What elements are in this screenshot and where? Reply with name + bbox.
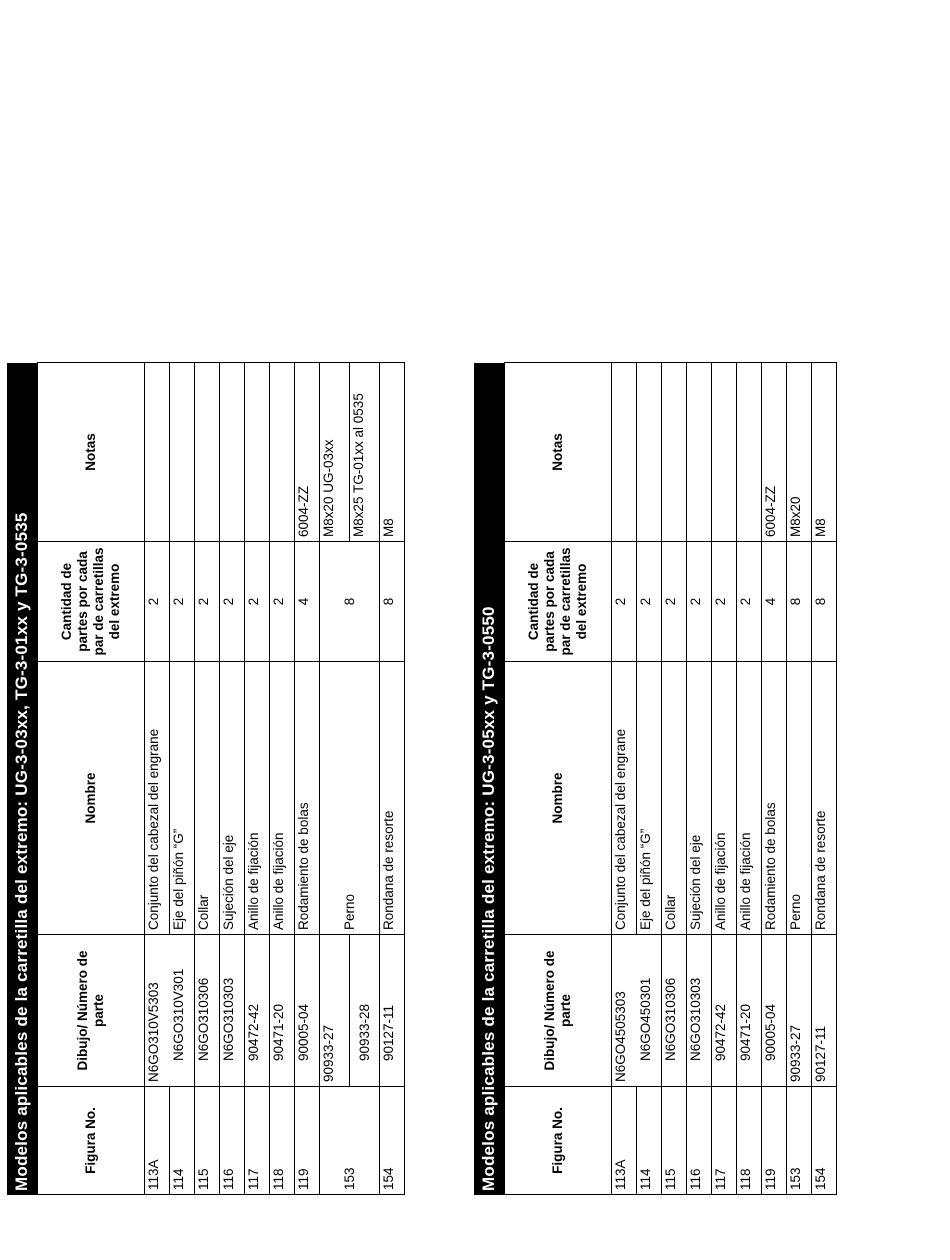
notes-cell [612, 363, 637, 542]
part-cell: N6GO4505303 [612, 935, 637, 1087]
part-cell: 90005-04 [762, 935, 787, 1087]
name-cell: Anillo de fijación [737, 662, 762, 935]
notes-cell [245, 363, 270, 542]
part-cell: 90127-11 [812, 935, 837, 1087]
name-cell: Eje del piñón “G” [637, 662, 662, 935]
table-title: Modelos aplicables de la carretilla del extremo: UG-3-05xx y TG-3-0550 [474, 363, 504, 1195]
parts-table-block-1 [7, 363, 405, 1195]
table-row [637, 363, 662, 1195]
notes-cell: M8 [380, 363, 405, 542]
qty-cell: 2 [712, 542, 737, 662]
table-row [787, 363, 812, 1195]
header-qty: Cantidad de partes por cada par de carretillas del extremo [38, 542, 145, 662]
part-cell: N6GO310303 [687, 935, 712, 1087]
qty-cell: 2 [220, 542, 245, 662]
name-cell: Anillo de fijación [712, 662, 737, 935]
notes-cell [145, 363, 170, 542]
qty-cell: 2 [195, 542, 220, 662]
name-cell: Collar [195, 662, 220, 935]
name-cell: Sujeción del eje [687, 662, 712, 935]
figure-cell: 115 [195, 1087, 220, 1195]
header-notes: Notas [505, 363, 612, 542]
figure-cell: 115 [662, 1087, 687, 1195]
header-row [38, 363, 145, 1195]
part-cell: 90127-11 [380, 935, 405, 1087]
name-cell: Sujeción del eje [220, 662, 245, 935]
qty-cell: 8 [380, 542, 405, 662]
figure-cell: 113A [612, 1087, 637, 1195]
name-cell: Rodamiento de bolas [762, 662, 787, 935]
notes-cell [637, 363, 662, 542]
header-figure: Figura No. [505, 1087, 612, 1195]
name-cell: Rodamiento de bolas [295, 662, 320, 935]
qty-cell: 2 [612, 542, 637, 662]
qty-cell: 2 [737, 542, 762, 662]
part-cell: 90471-20 [737, 935, 762, 1087]
qty-cell: 4 [295, 542, 320, 662]
name-cell: Perno [787, 662, 812, 935]
table-row [687, 363, 712, 1195]
header-drawing: Dibujo/ Número de parte [38, 935, 145, 1087]
figure-cell: 116 [220, 1087, 245, 1195]
header-name: Nombre [38, 662, 145, 935]
header-notes: Notas [38, 363, 145, 542]
part-cell: 90005-04 [295, 935, 320, 1087]
notes-cell [737, 363, 762, 542]
header-figure: Figura No. [38, 1087, 145, 1195]
part-cell: 90933-27 [787, 935, 812, 1087]
part-cell: N6GO450301 [637, 935, 662, 1087]
figure-cell: 117 [712, 1087, 737, 1195]
table-row [220, 363, 245, 1195]
figure-cell: 153 [320, 1087, 380, 1195]
name-cell: Anillo de fijación [270, 662, 295, 935]
part-cell: 90933-28 [350, 935, 380, 1087]
part-cell: 90471-20 [270, 935, 295, 1087]
figure-cell: 154 [812, 1087, 837, 1195]
part-cell: N6GO310V5303 [145, 935, 170, 1087]
qty-cell: 8 [812, 542, 837, 662]
notes-cell [687, 363, 712, 542]
table-row [762, 363, 787, 1195]
part-cell: N6GO310306 [662, 935, 687, 1087]
figure-cell: 153 [787, 1087, 812, 1195]
notes-cell: M8 [812, 363, 837, 542]
part-cell: N6GO310303 [220, 935, 245, 1087]
notes-cell [220, 363, 245, 542]
figure-cell: 154 [380, 1087, 405, 1195]
table-row [195, 363, 220, 1195]
table-row [270, 363, 295, 1195]
notes-cell: M8x20 UG-03xx [320, 363, 350, 542]
notes-cell: M8x25 TG-01xx al 0535 [350, 363, 380, 542]
name-cell: Eje del piñón “G” [170, 662, 195, 935]
part-cell: 90933-27 [320, 935, 350, 1087]
qty-cell: 8 [320, 542, 380, 662]
qty-cell: 2 [170, 542, 195, 662]
part-cell: N6GO310306 [195, 935, 220, 1087]
table-row [295, 363, 320, 1195]
name-cell: Collar [662, 662, 687, 935]
table-row [380, 363, 405, 1195]
qty-cell: 2 [245, 542, 270, 662]
part-cell: 90472-42 [245, 935, 270, 1087]
table-row [145, 363, 170, 1195]
qty-cell: 8 [787, 542, 812, 662]
qty-cell: 2 [145, 542, 170, 662]
name-cell: Conjunto del cabezal del engrane [145, 662, 170, 935]
name-cell: Anillo de fijación [245, 662, 270, 935]
qty-cell: 4 [762, 542, 787, 662]
table-row [320, 363, 350, 1195]
notes-cell [170, 363, 195, 542]
figure-cell: 113A [145, 1087, 170, 1195]
notes-cell [662, 363, 687, 542]
figure-cell: 119 [762, 1087, 787, 1195]
qty-cell: 2 [687, 542, 712, 662]
table-title: Modelos aplicables de la carretilla del extremo: UG-3-03xx, TG-3-01xx y TG-3-0535 [7, 363, 37, 1195]
name-cell: Rondana de resorte [380, 662, 405, 935]
parts-table-block-2 [474, 363, 837, 1195]
table-row [245, 363, 270, 1195]
notes-cell [270, 363, 295, 542]
parts-table [37, 362, 405, 1195]
figure-cell: 116 [687, 1087, 712, 1195]
name-cell: Conjunto del cabezal del engrane [612, 662, 637, 935]
notes-cell: M8x20 [787, 363, 812, 542]
figure-cell: 118 [737, 1087, 762, 1195]
qty-cell: 2 [270, 542, 295, 662]
parts-table [504, 362, 837, 1195]
part-cell: 90472-42 [712, 935, 737, 1087]
notes-cell [195, 363, 220, 542]
figure-cell: 117 [245, 1087, 270, 1195]
table-row [170, 363, 195, 1195]
table-row [662, 363, 687, 1195]
header-qty: Cantidad de partes por cada par de carretillas del extremo [505, 542, 612, 662]
figure-cell: 114 [170, 1087, 195, 1195]
header-row [505, 363, 612, 1195]
table-row [737, 363, 762, 1195]
part-cell: N6GO310V301 [170, 935, 195, 1087]
table-row [612, 363, 637, 1195]
qty-cell: 2 [637, 542, 662, 662]
table-row [812, 363, 837, 1195]
name-cell: Perno [320, 662, 380, 935]
qty-cell: 2 [662, 542, 687, 662]
header-name: Nombre [505, 662, 612, 935]
figure-cell: 119 [295, 1087, 320, 1195]
name-cell: Rondana de resorte [812, 662, 837, 935]
table-row [712, 363, 737, 1195]
notes-cell: 6004-ZZ [762, 363, 787, 542]
notes-cell [712, 363, 737, 542]
header-drawing: Dibujo/ Número de parte [505, 935, 612, 1087]
figure-cell: 118 [270, 1087, 295, 1195]
notes-cell: 6004-ZZ [295, 363, 320, 542]
figure-cell: 114 [637, 1087, 662, 1195]
